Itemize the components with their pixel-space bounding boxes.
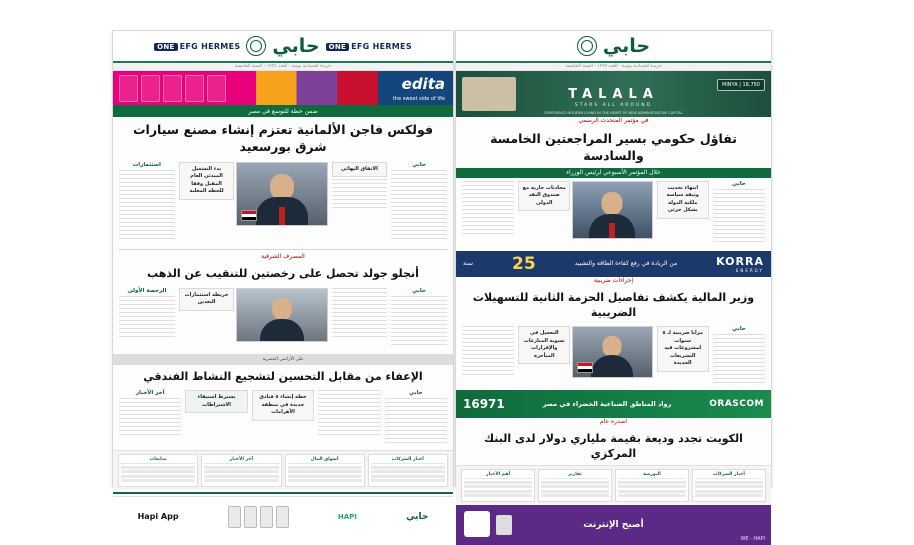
left-mid-banner-ad[interactable] [113,354,453,365]
seal-icon-left [246,36,266,56]
right-article-2-columns [456,323,771,390]
right-article-3-headline: الكويت تجدد وديعة بقيمة ملياري دولار لدى البنك المركزي [484,432,743,461]
left-a1-col-3 [179,162,235,240]
hapi-wordmark: HAPI [337,512,357,521]
korra-energy-ad[interactable] [456,251,771,277]
hapi-app-ad[interactable] [113,496,453,537]
right-a1-col-1 [713,181,765,245]
right-a1-col-1-body [713,189,765,245]
right-card-3-head: تقارير [541,472,609,479]
left-a1-col-2-box [332,162,388,178]
egypt-flag-icon [241,210,257,221]
left-card-3-head: آخر الأخبار [204,457,278,464]
right-article-1-columns [456,178,771,251]
talala-footer: EXPERIENCE MODERN LIVING IN THE HEART OF NEW ADMINISTRATIVE CAPITAL [544,111,683,115]
talala-banner-ad[interactable] [456,71,771,117]
left-mid-banner-label: على الأراضي المصرية [262,356,304,362]
left-a3-col-1-head: حابي [408,390,423,397]
edita-banner-ad[interactable] [113,71,453,105]
internet-ad-brands: WE · HAPI [740,535,765,542]
edita-products-icon [119,75,226,102]
right-a2-col-1 [713,326,765,384]
korra-years: 25 [512,253,536,274]
right-a1-col-2-head: انتهاء تحديث وثيقة سياسة ملكية الدولة بشكل جزئي [666,184,699,214]
right-card-4[interactable] [461,469,535,502]
right-card-2-head: البورصة [618,472,686,479]
left-card-1[interactable] [368,454,448,487]
left-a1-col-4-body [119,170,175,240]
left-a3-col-2 [318,390,380,444]
left-a1-col-3-box [179,162,235,200]
left-a1-col-2-body [332,179,388,209]
left-a3-col-5-head: آخر الأخبار [135,390,165,397]
right-article-2-headline: وزير المالية يكشف تفاصيل الحزمة الثانية للتسهيلات الضريبية [472,290,755,319]
korra-years-label: سنة [463,260,474,268]
left-a3-col-2-body [318,390,380,436]
left-article-1-headline: فولكس فاجن الألمانية تعتزم إنشاء مصنع سيارات شرق بورسعيد [132,122,434,154]
right-a2-col-2-box [657,326,709,372]
left-card-2[interactable] [285,454,365,487]
left-a3-col-3 [252,390,314,444]
newspaper-page-left [112,30,454,522]
talala-price-tag: MINYA | 18,750 [717,79,765,91]
left-a2-col-2 [332,288,388,348]
right-a1-col-4 [462,181,514,245]
left-a2-photo-col [238,288,327,348]
right-a2-col-3 [518,326,570,384]
right-a2-photo-col [574,326,652,384]
left-a2-col-4-body [119,296,175,340]
left-a1-col-3-head: بدء التشغيل المبدئي العام المقبل وفقا للخطة المعلنة [189,165,224,195]
right-card-1-head: أخبار الشركات [695,472,763,479]
left-a1-col-4 [119,162,175,240]
left-a1-col-1 [391,162,447,240]
left-a2-col-3-head: خريطة استثمارات التعدين [184,291,229,306]
left-card-3[interactable] [201,454,281,487]
right-a2-col-4-body [462,326,514,376]
left-article-2-headline: أنجلو جولد تحصل على رخصتين للتنقيب عن الذهب [147,266,419,280]
right-a2-photo [572,326,652,378]
modem-icon [496,515,512,535]
efg-hermes-ad-right: EFG HERMESONE [154,42,240,51]
left-a1-col-2 [332,162,388,240]
masthead-logo-left: حابي [272,35,320,57]
right-card-1[interactable] [692,469,766,502]
right-a2-col-2-head: مزايا ضريبية لـ ٥ سنوات لمشروعات قيد التشريعات الجديدة [662,330,703,367]
left-a1-col-4-head: استثمارات [132,161,161,168]
edita-tagline: the sweet side of life [392,96,445,102]
left-a2-photo [236,288,327,342]
left-a2-col-1 [391,288,447,348]
left-a3-col-4 [185,390,247,444]
right-card-2[interactable] [615,469,689,502]
newspaper-page-right [455,30,772,542]
right-a2-col-2 [657,326,709,384]
talala-subtitle: STARS ALL AROUND [574,103,653,108]
left-a3-col-5-body [119,398,181,438]
left-issue-strip: جريدة اقتصادية يومية - العدد ١٢٣٤ - السنة الخامسة [113,63,453,71]
egypt-flag-icon-2 [577,362,593,373]
right-article-1-subkicker: خلال المؤتمر الأسبوعي لرئيس الوزراء [456,168,771,178]
left-card-4-head: متابعات [121,457,195,464]
right-article-1-headline: تفاؤل حكومي بسير المراجعتين الخامسة والسادسة [490,131,737,163]
right-a1-photo [572,181,652,239]
masthead-logo-right: حابي [602,35,651,57]
right-a1-col-3 [518,181,570,245]
right-article-3-kicker: اصدره عام [600,418,627,426]
right-a1-col-4-body [462,181,514,237]
efg-one-pill-right: ONE [154,43,178,51]
left-a1-photo [236,162,327,226]
left-a2-col-1-head: حابي [412,287,426,294]
edita-brand: edita [401,75,445,93]
right-a1-col-1-head: حابي [732,180,746,187]
left-a2-col-2-body [332,288,388,340]
left-card-2-head: أسواق المال [288,457,362,464]
wifi-router-icon [464,511,490,537]
right-a1-col-3-head: محادثات جارية مع صندوق النقد الدولي [522,184,566,206]
left-a2-col-3-box [179,288,235,311]
left-footer-rule [113,492,453,494]
left-masthead [113,31,453,63]
seal-icon-right [577,36,597,56]
right-article-1-kicker: في مؤتمر المتحدث الرسمي [578,117,649,124]
left-a3-col-3-head: خطة إنشاء ٥ فنادق جديدة في منطقة الأهرامات [259,394,307,416]
korra-brand: KORRA ENERGY [716,254,764,273]
left-a3-col-1 [385,390,447,444]
right-card-4-head: أهم الأخبار [464,472,532,479]
right-bottom-cards [456,465,771,505]
internet-ad-title: أصبح الإنترنت [583,519,644,530]
left-a3-col-4-box [185,390,247,413]
orascom-brand: ORASCOM [709,399,764,410]
left-a1-col-1-head: حابي [412,161,426,168]
right-a2-col-3-head: التعجيل في تسوية المنازعات والإقرارات المتأخرة [523,330,565,359]
efg-hermes-ad-left: EFG HERMESONE [326,42,412,51]
left-a2-col-4 [119,288,175,348]
left-article-3-headline: الإعفاء من مقابل التحسين لتشجيع النشاط الفندقي [143,369,423,383]
mobile-phones-icon [228,506,289,528]
right-issue-strip: جريدة اقتصادية يومية - العدد ١٢٣٥ - السنة الخامسة [456,63,771,71]
left-a3-col-1-body [385,398,447,444]
right-a2-col-1-head: حابي [732,326,746,333]
hapi-logo-left: حابي [406,511,429,522]
left-a1-col-2-head: الاتفاق النهائي [341,165,378,172]
right-masthead [456,31,771,63]
left-article-3-columns [113,387,453,450]
right-a2-col-4 [462,326,514,384]
left-a1-photo-col [238,162,327,240]
left-a3-col-4-head: يشترط استيفاء الاشتراطات [197,394,236,408]
left-article-1-columns [113,159,453,246]
right-article-2-kicker: إجراءات ضريبية [593,276,634,284]
left-a3-col-3-box [252,390,314,421]
left-bottom-cards [113,450,453,490]
right-a1-col-2-box [657,181,709,219]
left-a1-col-1-body [391,170,447,240]
right-a2-col-1-body [713,334,765,384]
korra-message: من الريادة في رفع كفاءة الطاقة والتشييد [574,260,678,268]
left-article-2-kicker: المصرف الشرقية [261,252,305,260]
left-card-1-head: أخبار الشركات [371,457,445,464]
left-a2-col-3 [179,288,235,348]
right-a1-photo-col [574,181,652,245]
right-a1-col-2 [657,181,709,245]
orascom-message: رواد المناطق الصناعية الخضراء في مصر [542,400,672,409]
talala-title: TALALA [568,86,659,102]
orascom-ad[interactable] [456,390,771,418]
edita-strip-text: ضمن خطة للتوسع في مصر [113,105,453,117]
efg-one-pill-left: ONE [326,43,350,51]
left-a2-col-4-head: الرخصة الأولى [127,287,167,294]
left-article-2-columns [113,285,453,354]
right-card-3[interactable] [538,469,612,502]
korra-brand-sub: ENERGY [735,267,764,273]
orascom-hotline: 16971 [463,397,505,412]
right-a2-col-3-box [518,326,570,364]
hapi-app-label: Hapi App [137,512,179,522]
internet-footer-ad[interactable] [456,505,771,545]
right-a1-col-3-box [518,181,570,212]
left-a2-col-1-body [391,296,447,348]
left-card-4[interactable] [118,454,198,487]
left-divider-1 [119,249,447,250]
left-a3-col-5 [119,390,181,444]
